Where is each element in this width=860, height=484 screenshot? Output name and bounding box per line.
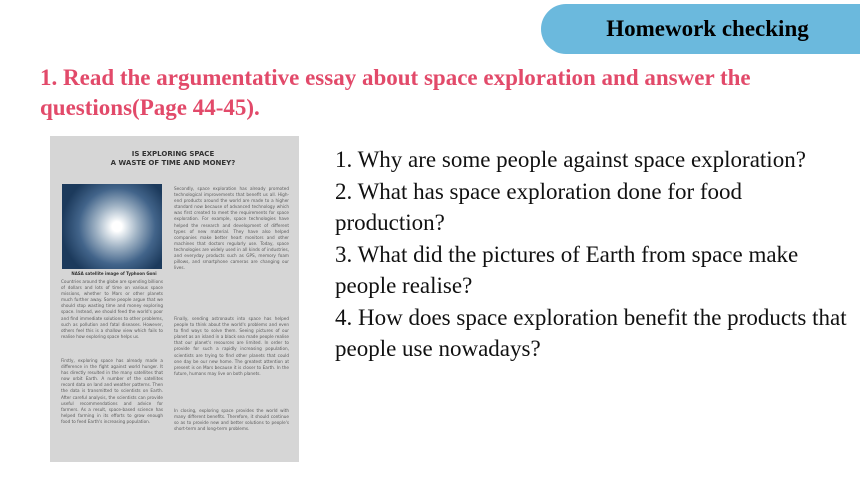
essay-paragraph-intro: Countries around the globe are spending billions of dollars and lots of time on various space missions, whether to Mars or other planets much further away. Some people argue that we should stop wasting time and money exploring space. Instead, we should feed the world's poor and find immediate solutions to other problems, such as pollution and fatal diseases. However, others feel this is a shallow view which fails to realise how exploring space helps us. — [61, 279, 163, 339]
question-1: 1. Why are some people against space exploration? — [335, 147, 806, 172]
essay-title — [108, 150, 238, 168]
essay-image-caption: NASA satellite image of Typhoon Goni — [71, 271, 157, 276]
essay-page-image — [50, 136, 299, 462]
typhoon-satellite-image — [62, 184, 162, 269]
question-3: 3. What did the pictures of Earth from space make people realise? — [335, 241, 799, 298]
question-4: 4. How does space exploration benefit the products that people use nowadays? — [335, 304, 847, 361]
essay-paragraph-closing: In closing, exploring space provides the world with many different benefits. Therefore, it should continue so as to provide new and better solutions to people's short-term and long-term problems. — [174, 408, 289, 432]
essay-paragraph-finally: Finally, sending astronauts into space has helped people to think about the world's problems and even to find ways to solve them. Seeing pictures of our planet as an island in a black sea made people realise that our planet's resources are limited. In order to provide for such a rapidly increasing population, scientists are trying to find other planets that could one day be our new home. The greatest attention at present is on Mars because it is closer to Earth. In the future, humans may live on both planets. — [174, 316, 289, 376]
essay-title-line1: IS EXPLORING SPACE — [131, 150, 215, 158]
homework-checking-banner — [541, 4, 860, 54]
essay-paragraph-secondly: Secondly, space exploration has already promoted technological improvements that benefit us all. High-end products around the world are made to a higher standard now because of advanced technology which was first created to meet the requirements for space exploration. For example, space technologies have helped the research and development of different types of new material. They have also helped companies make better heart monitors and other machines that doctors regularly use. Today, space technologies are widely used in all kinds of industries, and everyday products such as GPS, memory foam pillows, and smartphone cameras are changing our lives. — [174, 186, 289, 271]
question-2: 2. What has space exploration done for food production? — [335, 178, 743, 235]
essay-paragraph-firstly: Firstly, exploring space has already made a difference in the fight against world hunger. It has directly resulted in the many satellites that now orbit Earth. A number of the satellites record data on land and weather patterns. Then the data is transmitted to scientists on Earth. After careful analysis, the scientists can provide useful recommendations and advice for farmers. As a result, space-based science has helped farming in its efforts to grow enough food to feed Earth's increasing population. — [61, 358, 163, 424]
question-list — [335, 144, 855, 365]
banner-label: Homework checking — [606, 16, 809, 41]
task-title: 1. Read the argumentative essay about space exploration and answer the questions(Page 44-45). — [40, 65, 751, 120]
essay-title-line2: A WASTE OF TIME AND MONEY? — [110, 159, 236, 167]
